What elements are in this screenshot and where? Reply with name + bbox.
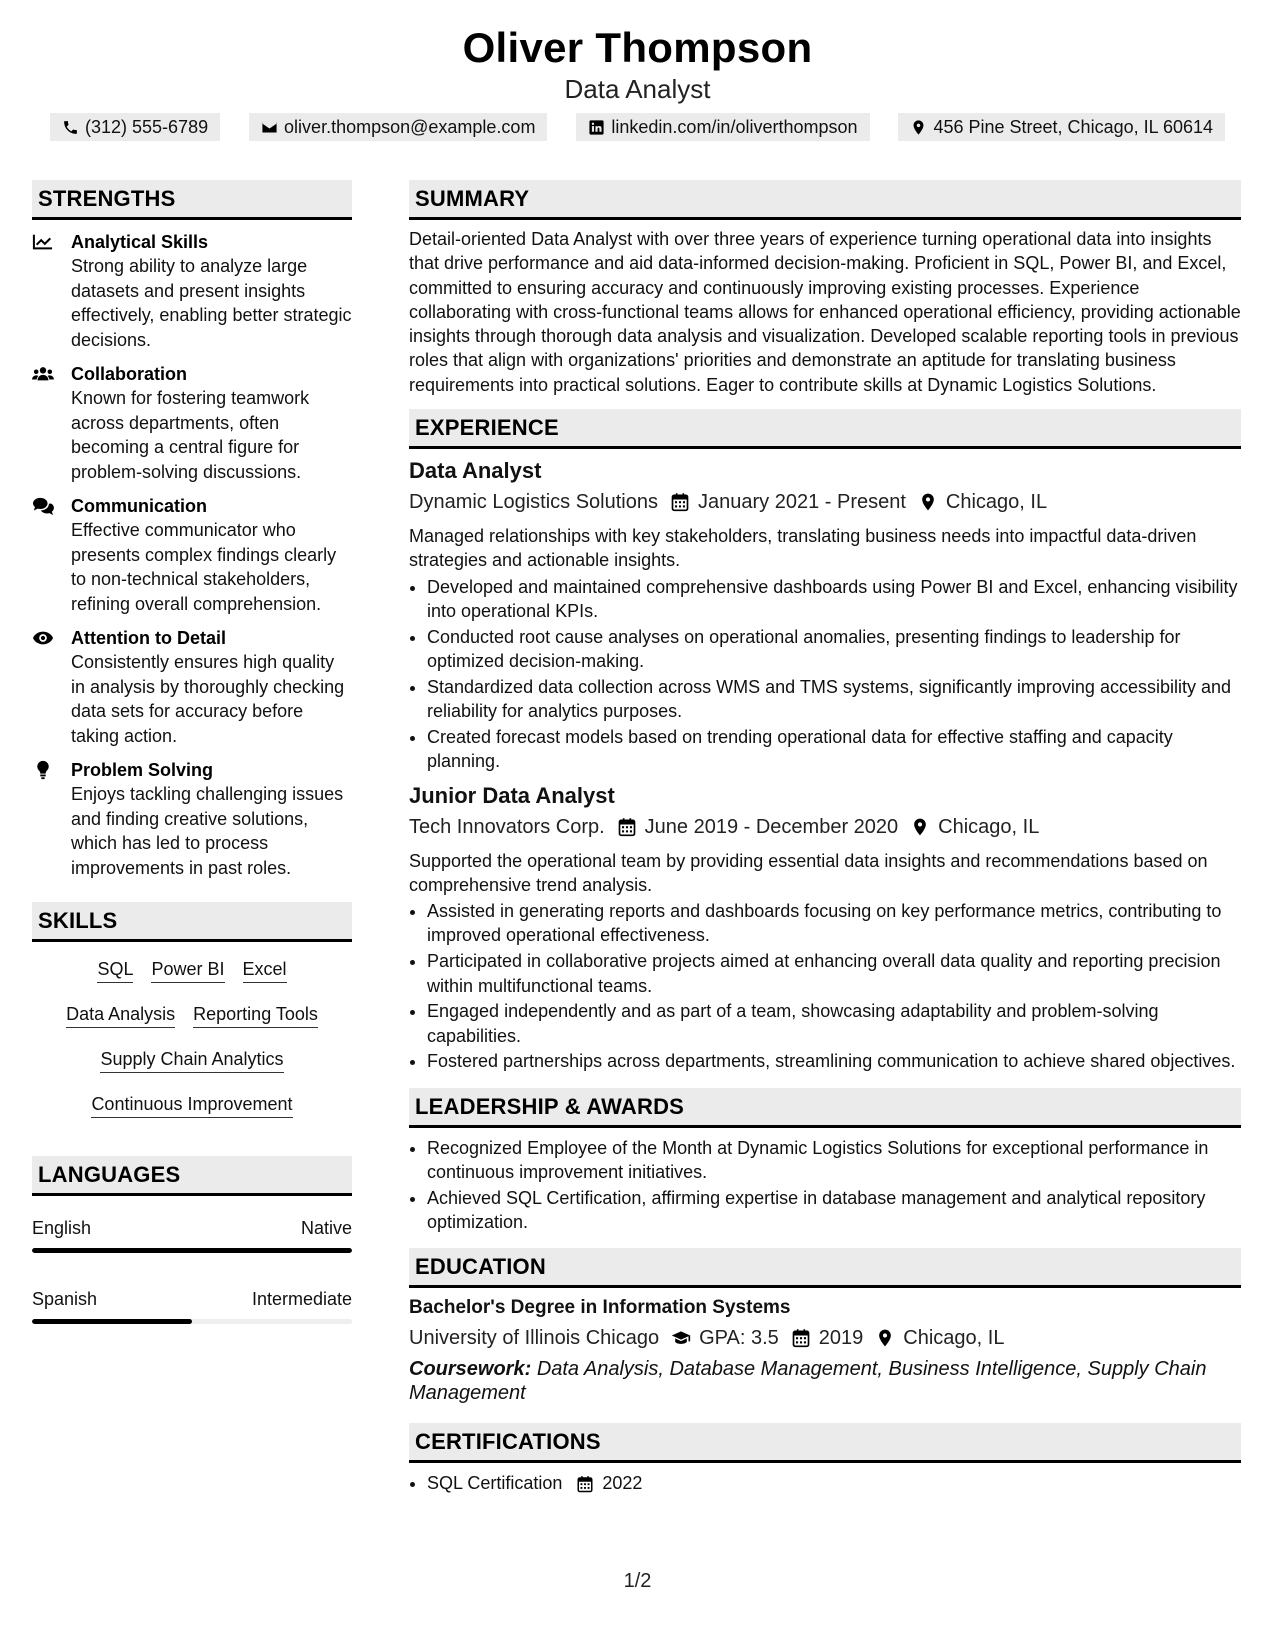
strength-desc: Known for fostering teamwork across departments, often becoming a central figure for problem-solving discussions.	[71, 388, 310, 482]
language-proficiency-bar	[32, 1319, 352, 1324]
job-location: Chicago, IL	[945, 491, 1048, 514]
education-heading: EDUCATION	[409, 1248, 1241, 1288]
certification-item	[427, 1471, 1241, 1495]
language-level: Native	[300, 1218, 352, 1238]
leadership-list	[409, 1136, 1241, 1235]
contact-address	[898, 113, 1225, 141]
job-bullet: • Created forecast models based on trending operational data for effective staffing and capacity planning.	[427, 725, 1241, 774]
job-bullets	[409, 575, 1241, 774]
contact-phone[interactable]	[50, 113, 220, 141]
contact-linkedin[interactable]	[576, 113, 869, 141]
left-column	[32, 180, 352, 1324]
contact-bar	[50, 113, 1225, 141]
strength-item	[32, 230, 352, 352]
page-number: 1/2	[623, 1570, 652, 1592]
contact-address-text: 456 Pine Street, Chicago, IL 60614	[933, 117, 1213, 137]
calendar-icon	[576, 1475, 594, 1493]
contact-email-text: oliver.thompson@example.com	[284, 117, 536, 137]
contact-phone-text: (312) 555-6789	[85, 117, 209, 137]
job-dates: January 2021 - Present	[698, 491, 906, 514]
candidate-name: Oliver Thompson	[462, 24, 813, 71]
language-item	[32, 1216, 352, 1253]
education-school: University of Illinois Chicago	[409, 1327, 660, 1350]
skills-row	[32, 1001, 352, 1046]
eye-icon	[32, 628, 54, 648]
job-location: Chicago, IL	[938, 815, 1040, 838]
language-proficiency-fill	[32, 1319, 192, 1324]
skills-list	[32, 956, 352, 1136]
skill-tag: Continuous Improvement	[91, 1091, 292, 1118]
right-column	[409, 180, 1241, 1497]
summary-text: Detail-oriented Data Analyst with over three years of experience turning operational data into insights that drive performance and aid data-informed decision-making. Proficient in SQL, Power BI, and Excel, committed to ensuring accuracy and continuously improving existing processes. Experience collaborating with cross-functional teams allows for enhanced operational efficiency, providing actionable insights through thorough data analysis and visualization. Developed scalable reporting tools in previous roles that align with organizations' priorities and demonstrate an aptitude for translating business requirements into practical solutions. Eager to contribute skills at Dynamic Logistics Solutions.	[409, 229, 1241, 395]
skills-row	[32, 1091, 352, 1136]
strength-item	[32, 494, 352, 616]
calendar-icon	[791, 1328, 811, 1348]
map-marker-icon	[875, 1328, 895, 1348]
phone-icon	[62, 119, 79, 136]
job-entry	[409, 457, 1241, 773]
skills-row	[32, 1046, 352, 1091]
language-item	[32, 1287, 352, 1324]
job-company: Dynamic Logistics Solutions	[409, 491, 658, 514]
coursework-text: Data Analysis, Database Management, Business Intelligence, Supply Chain Management	[409, 1358, 1207, 1405]
calendar-icon	[670, 492, 690, 512]
resume-header	[0, 22, 1275, 104]
strength-name: Problem Solving	[71, 760, 214, 780]
job-description: Supported the operational team by providing essential data insights and recommendations based on comprehensive trend analysis.	[409, 850, 1208, 895]
map-marker-icon	[918, 492, 938, 512]
job-bullet: • Conducted root cause analyses on operational anomalies, presenting findings to leadership for optimized decision-making.	[427, 625, 1241, 674]
skills-row	[32, 956, 352, 1001]
education-meta	[409, 1323, 1241, 1353]
leadership-heading: LEADERSHIP & AWARDS	[409, 1088, 1241, 1128]
envelope-icon	[261, 119, 278, 136]
language-name: Spanish	[32, 1289, 98, 1309]
candidate-title: Data Analyst	[564, 74, 711, 104]
job-bullet: • Participated in collaborative projects aimed at enhancing overall data quality and reporting precision within multifunctional teams.	[427, 949, 1241, 998]
skill-tag: Supply Chain Analytics	[100, 1046, 283, 1073]
skill-tag: Excel	[243, 956, 287, 983]
certifications-heading: CERTIFICATIONS	[409, 1423, 1241, 1463]
contact-linkedin-text: linkedin.com/in/oliverthompson	[611, 117, 858, 137]
chart-line-icon	[32, 232, 54, 252]
job-bullets	[409, 899, 1241, 1074]
skill-tag: Power BI	[151, 956, 224, 983]
lightbulb-icon	[32, 760, 54, 780]
coursework-label: Coursework:	[409, 1358, 532, 1381]
education-year: 2019	[818, 1327, 864, 1350]
strength-name: Communication	[71, 496, 208, 516]
language-level: Intermediate	[251, 1289, 352, 1309]
language-proficiency-fill	[32, 1248, 352, 1253]
experience-heading: EXPERIENCE	[409, 409, 1241, 449]
job-title: Data Analyst	[409, 458, 542, 484]
strength-item	[32, 626, 352, 748]
strength-name: Collaboration	[71, 364, 187, 384]
education-degree: Bachelor's Degree in Information Systems	[409, 1297, 791, 1319]
certification-name: • SQL Certification	[427, 1473, 563, 1494]
summary-heading: SUMMARY	[409, 180, 1241, 220]
job-title: Junior Data Analyst	[409, 782, 615, 808]
users-icon	[32, 364, 54, 384]
job-dates: June 2019 - December 2020	[644, 815, 899, 838]
skill-tag: SQL	[97, 956, 133, 983]
contact-email[interactable]	[249, 113, 547, 141]
map-marker-icon	[910, 119, 927, 136]
skills-heading: SKILLS	[32, 902, 352, 942]
skill-tag: Reporting Tools	[193, 1001, 318, 1028]
strengths-heading: STRENGTHS	[32, 180, 352, 220]
education-coursework	[409, 1357, 1241, 1405]
job-bullet: • Assisted in generating reports and dashboards focusing on key performance metrics, contributing to improved operational effectiveness.	[427, 899, 1241, 948]
strength-name: Analytical Skills	[71, 232, 209, 252]
job-bullet: • Engaged independently and as part of a team, showcasing adaptability and problem-solving capabilities.	[427, 999, 1241, 1048]
strength-item	[32, 362, 352, 484]
linkedin-icon	[588, 119, 605, 136]
job-meta	[409, 812, 1241, 842]
strength-desc: Consistently ensures high quality in analysis by thoroughly checking data sets for accuracy before taking action.	[71, 652, 345, 746]
certification-year: 2022	[602, 1473, 643, 1494]
strength-name: Attention to Detail	[71, 628, 226, 648]
strength-desc: Enjoys tackling challenging issues and finding creative solutions, which has led to process improvements in past roles.	[71, 784, 344, 878]
job-description: Managed relationships with key stakeholders, translating business needs into impactful data-driven strategies and actionable insights.	[409, 526, 1197, 571]
education-location: Chicago, IL	[903, 1327, 1005, 1350]
strength-item	[32, 758, 352, 880]
languages-heading: LANGUAGES	[32, 1156, 352, 1196]
strength-desc: Effective communicator who presents complex findings clearly to non-technical stakeholders, refining overall comprehension.	[71, 520, 337, 614]
leadership-item: • Achieved SQL Certification, affirming expertise in database management and analytical repository optimization.	[427, 1186, 1241, 1235]
certifications-list	[409, 1471, 1241, 1495]
job-bullet: • Standardized data collection across WMS and TMS systems, significantly improving accessibility and reliability for analytics purposes.	[427, 675, 1241, 724]
education-gpa: GPA: 3.5	[699, 1327, 779, 1350]
job-company: Tech Innovators Corp.	[409, 815, 605, 838]
job-entry	[409, 782, 1241, 1074]
map-marker-icon	[910, 817, 930, 837]
comments-icon	[32, 496, 54, 516]
calendar-icon	[617, 817, 637, 837]
language-proficiency-bar	[32, 1248, 352, 1253]
job-meta	[409, 487, 1241, 517]
graduation-cap-icon	[671, 1328, 691, 1348]
language-name: English	[32, 1218, 92, 1238]
job-bullet: • Fostered partnerships across departments, streamlining communication to achieve shared objectives.	[427, 1049, 1241, 1073]
leadership-item: • Recognized Employee of the Month at Dynamic Logistics Solutions for exceptional performance in continuous improvement initiatives.	[427, 1136, 1241, 1185]
strength-desc: Strong ability to analyze large datasets and present insights effectively, enabling better strategic decisions.	[71, 256, 352, 350]
job-bullet: • Developed and maintained comprehensive dashboards using Power BI and Excel, enhancing visibility into operational KPIs.	[427, 575, 1241, 624]
skill-tag: Data Analysis	[66, 1001, 175, 1028]
